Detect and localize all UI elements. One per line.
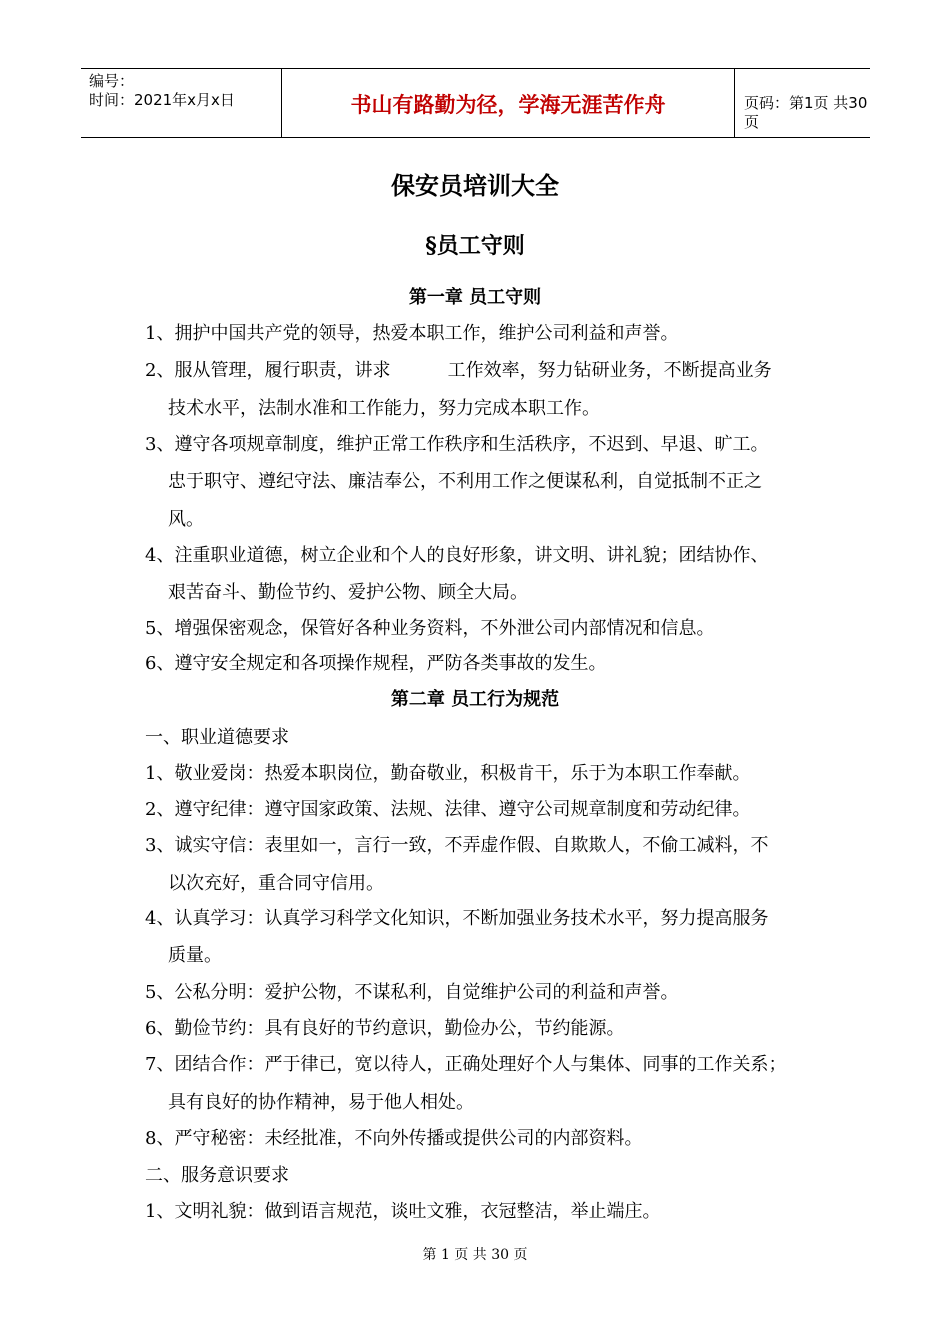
body-line: 1、文明礼貌：做到语言规范，谈吐文雅，衣冠整洁，举止端庄。	[145, 1201, 661, 1222]
chapter-one-heading: 第一章 员工守则	[408, 287, 542, 308]
chapter-two-heading: 第二章 员工行为规范	[390, 689, 560, 710]
body-line: 5、公私分明：爱护公物，不谋私利，自觉维护公司的利益和声誉。	[145, 982, 679, 1003]
body-line: 忠于职守、遵纪守法、廉洁奉公，不利用工作之便谋私利，自觉抵制不正之	[168, 471, 762, 492]
document-time-label: 时间：2021年x月x日	[89, 91, 235, 109]
subsection-heading: 二、服务意识要求	[145, 1165, 289, 1186]
body-line: 6、勤俭节约：具有良好的节约意识，勤俭办公，节约能源。	[145, 1018, 625, 1039]
body-line: 7、团结合作：严于律已，宽以待人，正确处理好个人与集体、同事的工作关系；	[145, 1054, 787, 1075]
header-page-info: 页码：第1页 共30页	[744, 94, 868, 131]
body-line: 以次充好，重合同守信用。	[168, 873, 384, 894]
body-line: 质量。	[168, 945, 222, 966]
subsection-heading: 一、职业道德要求	[145, 727, 289, 748]
body-line: 5、增强保密观念，保管好各种业务资料，不外泄公司内部情况和信息。	[145, 618, 715, 639]
body-line: 1、敬业爱岗：热爱本职岗位，勤奋敬业，积极肯干，乐于为本职工作奉献。	[145, 763, 751, 784]
header-motto-cell	[281, 69, 735, 137]
page-header	[81, 68, 870, 138]
document-number-label: 编号：	[89, 72, 135, 90]
page-footer: 第 1 页 共 30 页	[422, 1247, 528, 1263]
header-motto: 书山有路勤为径，学海无涯苦作舟	[350, 92, 666, 117]
body-line: 1、拥护中国共产党的领导，热爱本职工作，维护公司利益和声誉。	[145, 323, 679, 344]
body-line: 具有良好的协作精神，易于他人相处。	[168, 1092, 474, 1113]
body-line: 2、服从管理，履行职责，讲求 工作效率，努力钻研业务，不断提高业务	[145, 360, 772, 381]
body-line: 风。	[168, 509, 204, 530]
body-line: 6、遵守安全规定和各项操作规程，严防各类事故的发生。	[145, 653, 607, 674]
body-line: 技术水平，法制水准和工作能力，努力完成本职工作。	[168, 398, 600, 419]
body-line: 8、严守秘密：未经批准，不向外传播或提供公司的内部资料。	[145, 1128, 643, 1149]
body-line: 3、诚实守信：表里如一，言行一致，不弄虚作假、自欺欺人，不偷工减料，不	[145, 835, 769, 856]
document-title: 保安员培训大全	[391, 171, 559, 200]
body-line: 4、认真学习：认真学习科学文化知识，不断加强业务技术水平，努力提高服务	[145, 908, 769, 929]
body-line: 艰苦奋斗、勤俭节约、爱护公物、顾全大局。	[168, 582, 528, 603]
body-line: 3、遵守各项规章制度，维护正常工作秩序和生活秩序，不迟到、早退、旷工。	[145, 434, 769, 455]
body-line: 2、遵守纪律：遵守国家政策、法规、法律、遵守公司规章制度和劳动纪律。	[145, 799, 751, 820]
body-line: 4、注重职业道德，树立企业和个人的良好形象，讲文明、讲礼貌；团结协作、	[145, 545, 769, 566]
header-meta-cell	[81, 69, 281, 137]
section-heading: §员工守则	[425, 233, 525, 259]
header-page-cell	[734, 69, 870, 137]
